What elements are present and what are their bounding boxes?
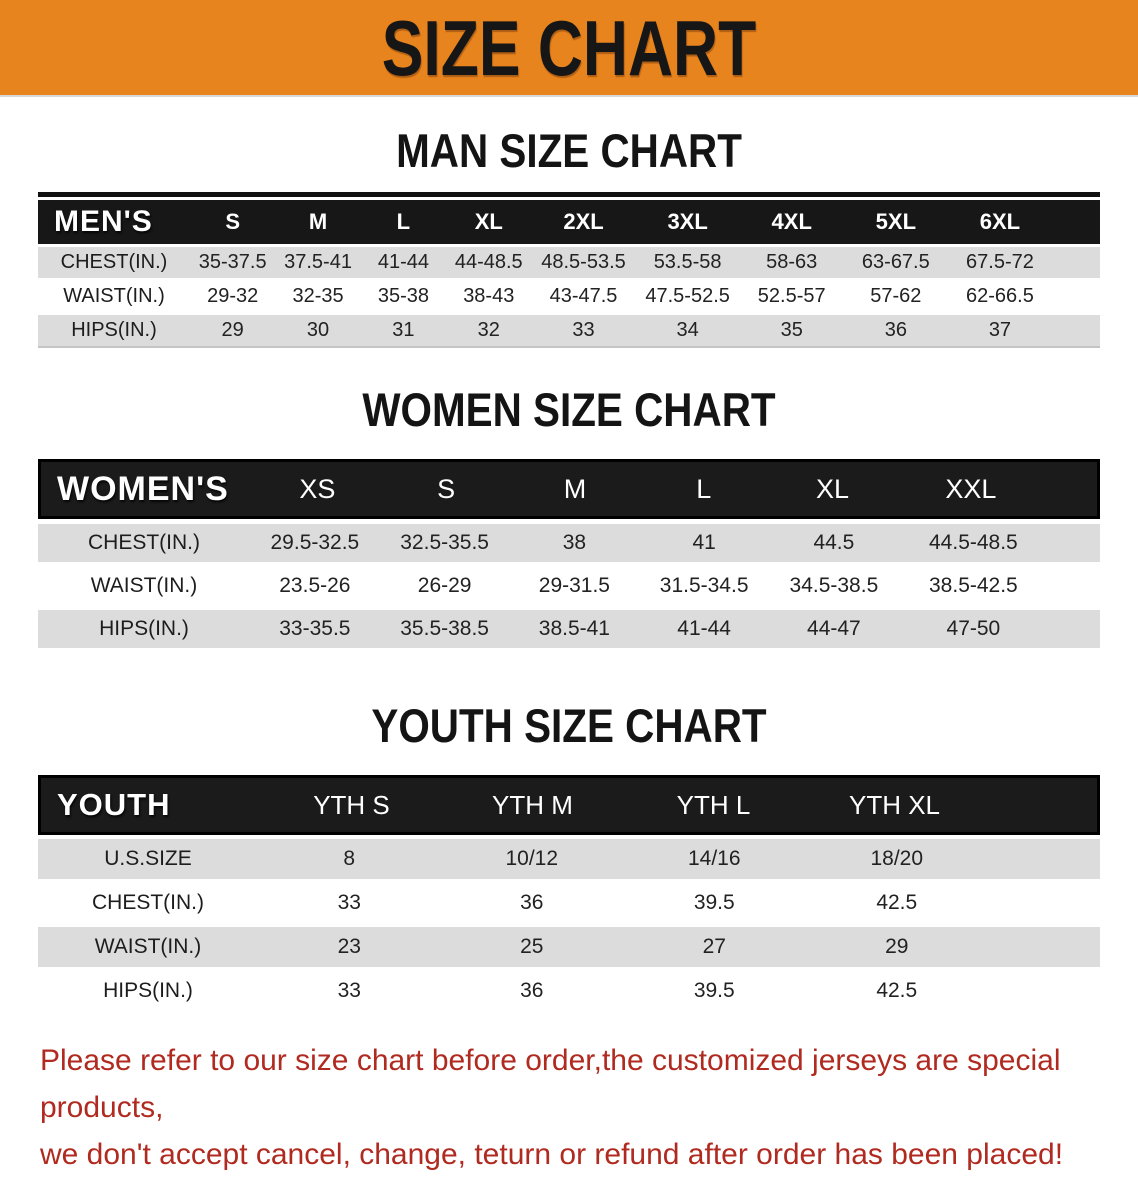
value-cell: 57-62 bbox=[870, 285, 922, 307]
value-cell: 41-44 bbox=[677, 617, 731, 640]
value-cell: 32.5-35.5 bbox=[400, 531, 489, 554]
column-header-cell: L bbox=[696, 473, 712, 504]
table-row bbox=[38, 839, 1100, 879]
value-cell: 37.5-41 bbox=[284, 251, 352, 273]
value-cell: 31 bbox=[392, 319, 415, 341]
column-header-cell: YTH XL bbox=[848, 789, 941, 820]
value-cell: 33 bbox=[572, 319, 595, 341]
value-cell: 23.5-26 bbox=[279, 574, 351, 597]
table-row bbox=[38, 524, 1100, 562]
youth-size-table bbox=[38, 775, 1100, 1011]
table-row bbox=[38, 281, 1100, 312]
row-label-cell: WAIST(IN.) bbox=[94, 935, 202, 958]
value-cell: 23 bbox=[337, 935, 361, 958]
value-cell: 10/12 bbox=[505, 847, 559, 870]
value-cell: 25 bbox=[520, 935, 544, 958]
column-header-cell: S bbox=[225, 209, 241, 234]
table-row bbox=[38, 610, 1100, 648]
value-cell: 48.5-53.5 bbox=[541, 251, 626, 273]
value-cell: 27 bbox=[702, 935, 726, 958]
value-cell: 33 bbox=[337, 979, 361, 1002]
value-cell: 33-35.5 bbox=[279, 617, 351, 640]
column-header-cell: L bbox=[396, 209, 411, 234]
column-header-cell: YTH S bbox=[313, 789, 390, 820]
value-cell: 38.5-42.5 bbox=[929, 574, 1018, 597]
table-row bbox=[38, 567, 1100, 605]
women-section-heading: WOMEN SIZE CHART bbox=[362, 383, 776, 436]
value-cell: 62-66.5 bbox=[966, 285, 1034, 307]
value-cell: 41 bbox=[692, 531, 716, 554]
value-cell: 44.5 bbox=[813, 531, 855, 554]
value-cell: 43-47.5 bbox=[549, 285, 618, 307]
value-cell: 29 bbox=[885, 935, 909, 958]
value-cell: 35-38 bbox=[377, 285, 429, 307]
table-row bbox=[38, 247, 1100, 278]
value-cell: 29-31.5 bbox=[538, 574, 610, 597]
table-title-cell: MEN'S bbox=[54, 205, 153, 238]
value-cell: 58-63 bbox=[766, 251, 818, 273]
table-row bbox=[38, 315, 1100, 346]
value-cell: 42.5 bbox=[876, 979, 918, 1002]
banner-title: SIZE CHART bbox=[381, 3, 757, 92]
column-header-cell: 2XL bbox=[563, 209, 604, 234]
value-cell: 18/20 bbox=[870, 847, 924, 870]
disclaimer-line-2: we don't accept cancel, change, teturn or refund after order has been placed! bbox=[40, 1138, 1064, 1172]
value-cell: 36 bbox=[884, 319, 907, 341]
column-header-cell: M bbox=[308, 209, 328, 234]
value-cell: 67.5-72 bbox=[966, 251, 1034, 273]
row-label-cell: CHEST(IN.) bbox=[60, 251, 168, 273]
row-label-cell: WAIST(IN.) bbox=[63, 285, 165, 307]
row-label-cell: HIPS(IN.) bbox=[99, 617, 189, 640]
value-cell: 44.5-48.5 bbox=[929, 531, 1018, 554]
size-chart-banner bbox=[0, 0, 1138, 97]
value-cell: 52.5-57 bbox=[757, 285, 826, 307]
value-cell: 34 bbox=[676, 319, 699, 341]
value-cell: 36 bbox=[520, 891, 544, 914]
row-label-cell: HIPS(IN.) bbox=[103, 979, 193, 1002]
value-cell: 29-32 bbox=[207, 285, 259, 307]
column-header-cell: 5XL bbox=[875, 209, 917, 234]
row-label-cell: WAIST(IN.) bbox=[90, 574, 198, 597]
value-cell: 47.5-52.5 bbox=[645, 285, 730, 307]
women-size-table bbox=[38, 459, 1100, 648]
men-section-heading: MAN SIZE CHART bbox=[396, 124, 742, 177]
value-cell: 29 bbox=[221, 319, 244, 341]
value-cell: 39.5 bbox=[693, 891, 735, 914]
value-cell: 35-37.5 bbox=[198, 251, 267, 273]
value-cell: 35.5-38.5 bbox=[400, 617, 489, 640]
men-size-table bbox=[38, 192, 1100, 348]
column-header-cell: M bbox=[563, 473, 587, 504]
row-label-cell: CHEST(IN.) bbox=[88, 531, 200, 554]
value-cell: 32 bbox=[477, 319, 500, 341]
column-header-cell: XXL bbox=[945, 473, 997, 504]
value-cell: 14/16 bbox=[687, 847, 741, 870]
value-cell: 63-67.5 bbox=[861, 251, 930, 273]
value-cell: 34.5-38.5 bbox=[789, 574, 879, 597]
value-cell: 36 bbox=[520, 979, 544, 1002]
youth-section-heading: YOUTH SIZE CHART bbox=[371, 699, 767, 752]
value-cell: 32-35 bbox=[292, 285, 344, 307]
value-cell: 44-48.5 bbox=[454, 251, 523, 273]
column-header-cell: YTH L bbox=[676, 789, 751, 820]
column-header-cell: 3XL bbox=[667, 209, 708, 234]
value-cell: 53.5-58 bbox=[653, 251, 722, 273]
value-cell: 44-47 bbox=[807, 617, 861, 640]
column-header-cell: XS bbox=[299, 473, 336, 504]
table-row bbox=[38, 883, 1100, 923]
column-header-cell: 4XL bbox=[771, 209, 812, 234]
value-cell: 38.5-41 bbox=[538, 617, 610, 640]
value-cell: 33 bbox=[337, 891, 361, 914]
value-cell: 26-29 bbox=[417, 574, 472, 597]
row-label-cell: CHEST(IN.) bbox=[92, 891, 204, 914]
column-header-cell: XL bbox=[815, 473, 850, 504]
value-cell: 31.5-34.5 bbox=[659, 574, 749, 597]
value-cell: 35 bbox=[780, 319, 803, 341]
value-cell: 29.5-32.5 bbox=[270, 531, 360, 554]
column-header-cell: S bbox=[437, 473, 456, 504]
disclaimer bbox=[40, 1037, 1138, 1178]
value-cell: 38-43 bbox=[463, 285, 515, 307]
table-header-row bbox=[38, 775, 1100, 835]
table-title-cell: YOUTH bbox=[57, 787, 171, 822]
table-row bbox=[38, 927, 1100, 967]
table-header-row bbox=[38, 459, 1100, 519]
value-cell: 42.5 bbox=[876, 891, 918, 914]
table-row bbox=[38, 971, 1100, 1011]
row-label-cell: U.S.SIZE bbox=[104, 847, 192, 870]
column-header-cell: 6XL bbox=[979, 209, 1021, 234]
value-cell: 30 bbox=[306, 319, 330, 341]
column-header-cell: YTH M bbox=[492, 789, 573, 820]
disclaimer-line-1: Please refer to our size chart before order,the customized jerseys are special products, bbox=[40, 1044, 1061, 1125]
value-cell: 38 bbox=[562, 531, 587, 554]
value-cell: 8 bbox=[343, 847, 356, 870]
table-header-row bbox=[38, 200, 1100, 244]
table-title-cell: WOMEN'S bbox=[57, 469, 229, 508]
value-cell: 37 bbox=[988, 319, 1012, 341]
value-cell: 39.5 bbox=[693, 979, 735, 1002]
row-label-cell: HIPS(IN.) bbox=[71, 319, 157, 341]
value-cell: 47-50 bbox=[946, 617, 1001, 640]
value-cell: 41-44 bbox=[377, 251, 429, 273]
column-header-cell: XL bbox=[474, 209, 503, 234]
